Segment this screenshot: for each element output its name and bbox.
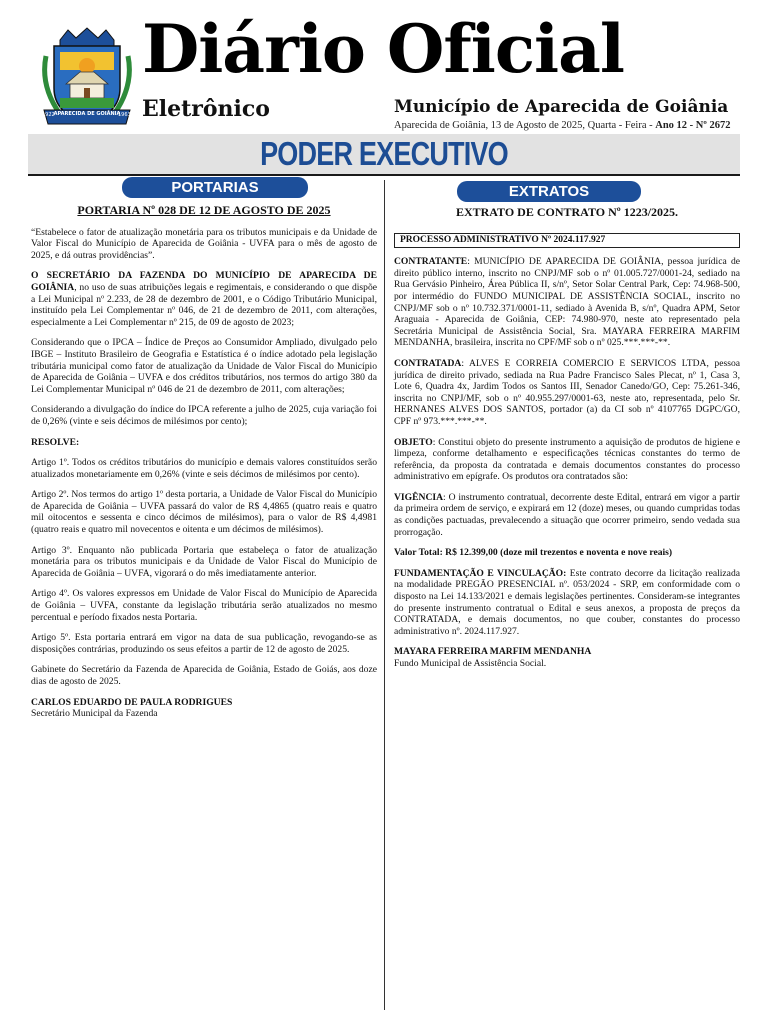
vigencia-text: : O instrumento contratual, decorrente deste Edital, entrará em vigor a partir da primeira ordem de serviço, e expirará em 12 (doze) meses, ou quando cumpridas todas as condições pactuadas, prevalecendo a situação que ocorrer primeiro, sendo vedada sua prorrogação.	[394, 491, 740, 538]
municipality-name: Município de Aparecida de Goiânia	[394, 97, 729, 117]
artigo-5: Artigo 5º. Esta portaria entrará em vigor na data de sua publicação, revogando-se as disposições contrárias, produzindo os seus efeitos a partir de 12 de agosto de 2025.	[31, 632, 377, 655]
newspaper-subtitle: Eletrônico	[142, 96, 270, 122]
closing-text: Gabinete do Secretário da Fazenda de Aparecida de Goiânia, Estado de Goiás, aos doze dias de agosto de 2025.	[31, 664, 377, 687]
artigo-2: Artigo 2º. Nos termos do artigo 1º desta portaria, a Unidade de Valor Fiscal do Município de Aparecida de Goiânia – UVFA passará do valor de R$ 4,4865 (quatro reais e quatro mil oitocentos e sessenta e cinco décimos de milésimos), para o valor de R$ 4,4981 (quatro reais e quatro mil novecentos e oitenta e um décimos de milésimos).	[31, 489, 377, 536]
artigo-3: Artigo 3º. Enquanto não publicada Portaria que estabeleça o fator de atualização monetária para os tributos municipais e da Unidade de Valor Fiscal do Município de Aparecida de Goiânia – UVFA, vigorará o do mês imediatamente anterior.	[31, 544, 377, 579]
artigo-4: Artigo 4º. Os valores expressos em Unidade de Valor Fiscal do Município de Aparecida de Goiânia – UVFA, constante da legislação tributária serão atualizados no mesmo percentual e período fixados nesta Portaria.	[31, 588, 377, 623]
resolve-label: RESOLVE:	[31, 436, 80, 448]
objeto-paragraph	[394, 437, 740, 483]
crest-year-left: 1922	[42, 112, 55, 118]
considerando-2: Considerando a divulgação do índice do IPCA referente a julho de 2025, cuja variação foi de 0,26% (vinte e seis décimos de milésimos por cento);	[31, 404, 377, 427]
dateline	[394, 120, 730, 131]
extratos-label: EXTRATOS	[457, 181, 641, 202]
contratante-label: CONTRATANTE	[394, 256, 468, 268]
edition-number: Ano 12 - Nº 2672	[655, 120, 731, 131]
fundamentacao-text: Este contrato decorre da licitação realizada na modalidade PREGÃO PRESENCIAL nº. 053/2024 - SRP, em conformidade com o disposto na Lei 14.133/2021 e demais legislações pertinentes. Consideram-se integrantes do presente instrumento contratual o Edital e seus anexos, a proposta de preços da CONTRATADA, e demais documentos, no que couber, constantes do processo administrativo nº. 2024.117.927.	[394, 567, 741, 637]
intro-text: , no uso de suas atribuições legais e regimentais, e considerando o que dispõe a Lei Municipal nº 2.233, de 28 de dezembro de 2001, e o Código Tributário Municipal, instituído pela Lei Complementar nº 046, de 21 de dezembro de 2011, com alterações, especialmente a Lei Complementar nº 215, de 09 de agosto de 2023;	[31, 281, 377, 328]
contratada-text: : ALVES E CORREIA COMERCIO E SERVICOS LTDA, pessoa jurídica de direito privado, sediada na Rua Padre Francisco Sales Plecat, nº 1, Casa 3, Lote 6, Quadra 4x, Jardim Todos os Santos III, Senador Canedo/GO, Cep: 75.261-346, inscrita no CNPJ/MF, sob o nº 40.955.297/0001-63, neste ato, representada, pelo Sr. HERNANES ALVES DOS SANTOS, portador (a) da CI sob nº 4107765 DGPC/GO, CPF nº 973.***.***-**.	[394, 357, 740, 427]
contratante-text: : MUNICÍPIO DE APARECIDA DE GOIÂNIA, pessoa jurídica de direito público interno, inscrito no CNPJ/MF sob o nº 01.005.727/0001-24, sediado na Rua Gervásio Pinheiro, Área Pública II, s/nº, Setor Solar Central Park, Cep: 74.968-500, por intermédio do FUNDO MUNICIPAL DE ASSISTÊNCIA SOCIAL, inscrito no CNPJ/MF sob o nº 10.732.371/0001-11, sediado à Avenida B, s/nº, Quadra APM, Setor Araguaia - Aparecida de Goiânia, CEP: 74.980-970, neste ato representado pela Secretária Municipal de Assistência Social, Sra. MAYARA FERREIRA MARFIM MENDANHA, brasileira, inscrita no CPF/MF sob o nº 025.***.***-**.	[394, 256, 740, 349]
objeto-label: OBJETO	[394, 436, 433, 448]
vigencia-paragraph	[394, 492, 740, 538]
fundamentacao-paragraph	[394, 568, 740, 638]
section-title: PODER EXECUTIVO	[260, 135, 508, 172]
artigo-1: Artigo 1º. Todos os créditos tributários do município e demais valores constituídos serão atualizados monetariamente em 0,26% (vinte e seis décimos de milésimos por cento).	[31, 457, 377, 480]
fundamentacao-label: FUNDAMENTAÇÃO E VINCULAÇÃO:	[394, 567, 567, 579]
column-divider	[384, 180, 385, 1010]
contratante-paragraph	[394, 256, 740, 349]
crest-ribbon-text: APARECIDA DE GOIÂNIA	[53, 111, 121, 117]
newspaper-title: Diário Oficial	[142, 10, 624, 88]
contratada-label: CONTRATADA	[394, 357, 462, 369]
date-text: Aparecida de Goiânia, 13 de Agosto de 2025, Quarta - Feira -	[394, 120, 653, 131]
signer-role: Secretário Municipal da Fazenda	[31, 708, 158, 720]
crest-year-right: 1963	[118, 112, 131, 118]
extrato-column	[394, 207, 740, 670]
extrato-heading: EXTRATO DE CONTRATO Nº 1223/2025.	[455, 205, 679, 219]
intro-bold: O SECRETÁRIO DA FAZENDA DO MUNICÍPIO DE APARECIDA DE GOIÂNIA	[31, 270, 377, 293]
portarias-label: PORTARIAS	[122, 177, 308, 198]
signer-name: CARLOS EDUARDO DE PAULA RODRIGUES	[31, 696, 233, 708]
portaria-heading: PORTARIA Nº 028 DE 12 DE AGOSTO DE 2025	[77, 203, 331, 217]
vigencia-label: VIGÊNCIA	[394, 491, 444, 503]
municipal-crest	[40, 26, 134, 130]
extrato-signer-role: Fundo Municipal de Assistência Social.	[394, 658, 547, 669]
valor-total: Valor Total: R$ 12.399,00 (doze mil trezentos e noventa e nove reais)	[394, 547, 673, 559]
portaria-epigraph: “Estabelece o fator de atualização monetária para os tributos municipais e da Unidade de Valor Fiscal do Município de Aparecida de Goiânia - UVFA para o mês de agosto de 2025, e dá outras providências”.	[31, 226, 377, 261]
extrato-signer-name: MAYARA FERREIRA MARFIM MENDANHA	[394, 646, 592, 658]
portaria-column	[31, 205, 377, 720]
portaria-intro	[31, 270, 377, 328]
process-number-box: PROCESSO ADMINISTRATIVO Nº 2024.117.927	[394, 233, 740, 249]
considerando-1: Considerando que o IPCA – Índice de Preços ao Consumidor Ampliado, divulgado pelo IBGE – Instituto Brasileiro de Geografia e Estatística é o índice adotado pela legislação tributária municipal como fator de atualização da Unidade de Valor Fiscal do Município de Aparecida de Goiânia – UVFA e dos créditos tributários, nos termos do artigo 380 da Lei Complementar Municipal nº 046 de 21 de dezembro de 2011, com alterações;	[31, 337, 377, 395]
contratada-paragraph	[394, 358, 740, 428]
objeto-text: : Constitui objeto do presente instrumento a aquisição de produtos de higiene e limpeza, conforme detalhamento e especificações técnicas constantes do termo de referência, da proposta da contratada e demais documentos constantes do processo administrativo em epígrafe. Os produtos ora contratados são:	[394, 436, 740, 483]
